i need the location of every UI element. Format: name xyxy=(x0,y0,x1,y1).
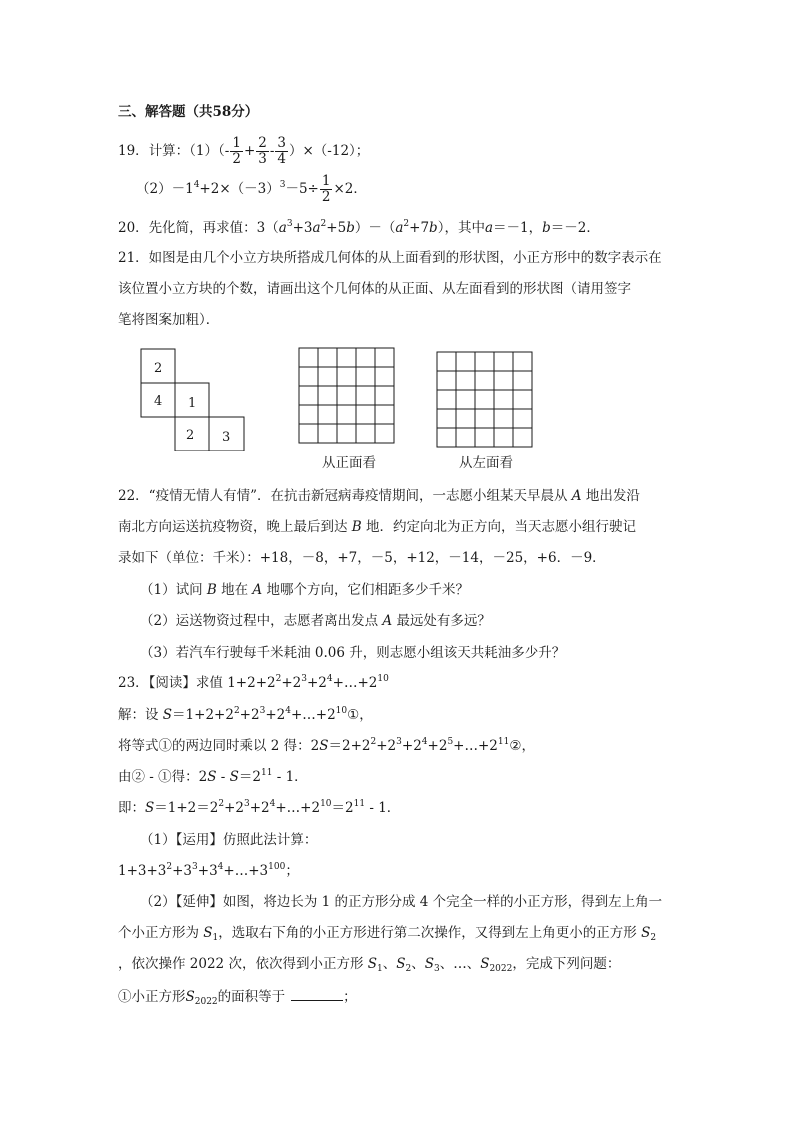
cell-count: 4 xyxy=(154,394,163,409)
cell-count: 3 xyxy=(222,430,231,445)
q23-extend-line4: ①小正方形$S_{2022}$的面积等于 ； xyxy=(118,986,357,1007)
caption-front-view: 从正面看 xyxy=(322,455,376,471)
q23-apply-heading: （1）【运用】仿照此法计算： xyxy=(140,832,318,848)
q22-part2: （2）运送物资过程中，志愿者离出发点 A 最远处有多远？ xyxy=(140,613,491,629)
q23-extend-line3: ，依次操作 2022 次，依次得到小正方形 $S_1$、$S_2$、$S_3$、…、$S_{2022}$，完成下列问题： xyxy=(118,956,621,974)
top-view-figure xyxy=(140,347,246,451)
q22-part3: （3）若汽车行驶每千米耗油 0.06 升，则志愿小组该天共耗油多少升？ xyxy=(140,645,566,661)
cell-count: 2 xyxy=(186,428,195,443)
answer-blank[interactable] xyxy=(291,986,343,1001)
q23-apply-expression: $1+3+3^2+3^3+3^4+\dots+3^{100}$； xyxy=(118,862,299,879)
caption-left-view: 从左面看 xyxy=(459,455,513,471)
q23-heading: 23．【阅读】求值 $1+2+2^2+2^3+2^4+\dots+2^{10}$ xyxy=(118,674,389,691)
q20-text: 20．先化简，再求值：$3(a^3+3a^2+5b)-(a^2+7b)$，其中a＝－1，b＝－2． xyxy=(118,219,600,236)
cell-count: 1 xyxy=(188,396,197,411)
q23-extend-line2: 个小正方形为 $S_1$，选取右下角的小正方形进行第二次操作，又得到左上角更小的正方形 $S_2$ xyxy=(118,925,657,943)
q23-solution-4: 即：$S=1+2=2^2+2^3+2^4+\dots+2^{10}=2^{11} - 1$． xyxy=(118,799,401,816)
cell-count: 2 xyxy=(154,361,163,376)
left-view-grid[interactable] xyxy=(436,351,536,451)
q19-part1: 19．计算：（1）（- $\frac{1}{2}$ + $\frac{2}{3}$ - $\frac{3}{4}$ ）×（-12）； xyxy=(118,135,370,167)
q22-line2: 南北方向运送抗疫物资，晚上最后到达 B 地．约定向北为正方向，当天志愿小组行驶记 xyxy=(118,519,637,535)
q23-solution-1: 解：设 $S=1+2+2^2+2^3+2^4+\dots+2^{10}①$， xyxy=(118,706,373,723)
q22-line3: 录如下（单位：千米）：+18，－8，+7，－5，+12，－14，－25，+6．－9． xyxy=(118,550,606,566)
q21-line2: 该位置小立方块的个数，请画出这个几何体的从正面、从左面看到的形状图（请用签字 xyxy=(118,281,631,297)
q21-line3: 笔将图案加粗）． xyxy=(118,312,220,328)
front-view-grid[interactable] xyxy=(298,347,398,447)
q22-line1: 22．“疫情无情人有情”．在抗击新冠病毒疫情期间，一志愿小组某天早晨从 A 地出发沿 xyxy=(118,488,640,504)
q21-line1: 21．如图是由几个小立方块所搭成几何体的从上面看到的形状图，小正方形中的数字表示在 xyxy=(118,250,662,266)
q23-solution-3: 由② - ①得：$2S - S=2^{11} - 1$． xyxy=(118,768,308,785)
q23-extend-line1: （2）【延伸】如图，将边长为 1 的正方形分成 4 个完全一样的小正方形，得到左上角一 xyxy=(140,894,663,910)
q23-solution-2: 将等式①的两边同时乘以 2 得：$2S=2+2^2+2^3+2^4+2^5+\dots+2^{11}②$， xyxy=(118,737,535,754)
section-title: 三、解答题（共58分） xyxy=(118,104,259,120)
q19-part2: $(2)-1^4+2\times(-3)^3-5\div$ $\frac{1}{2}$ ×2． xyxy=(136,173,367,205)
q22-part1: （1）试问 B 地在 A 地哪个方向，它们相距多少千米？ xyxy=(140,582,469,598)
